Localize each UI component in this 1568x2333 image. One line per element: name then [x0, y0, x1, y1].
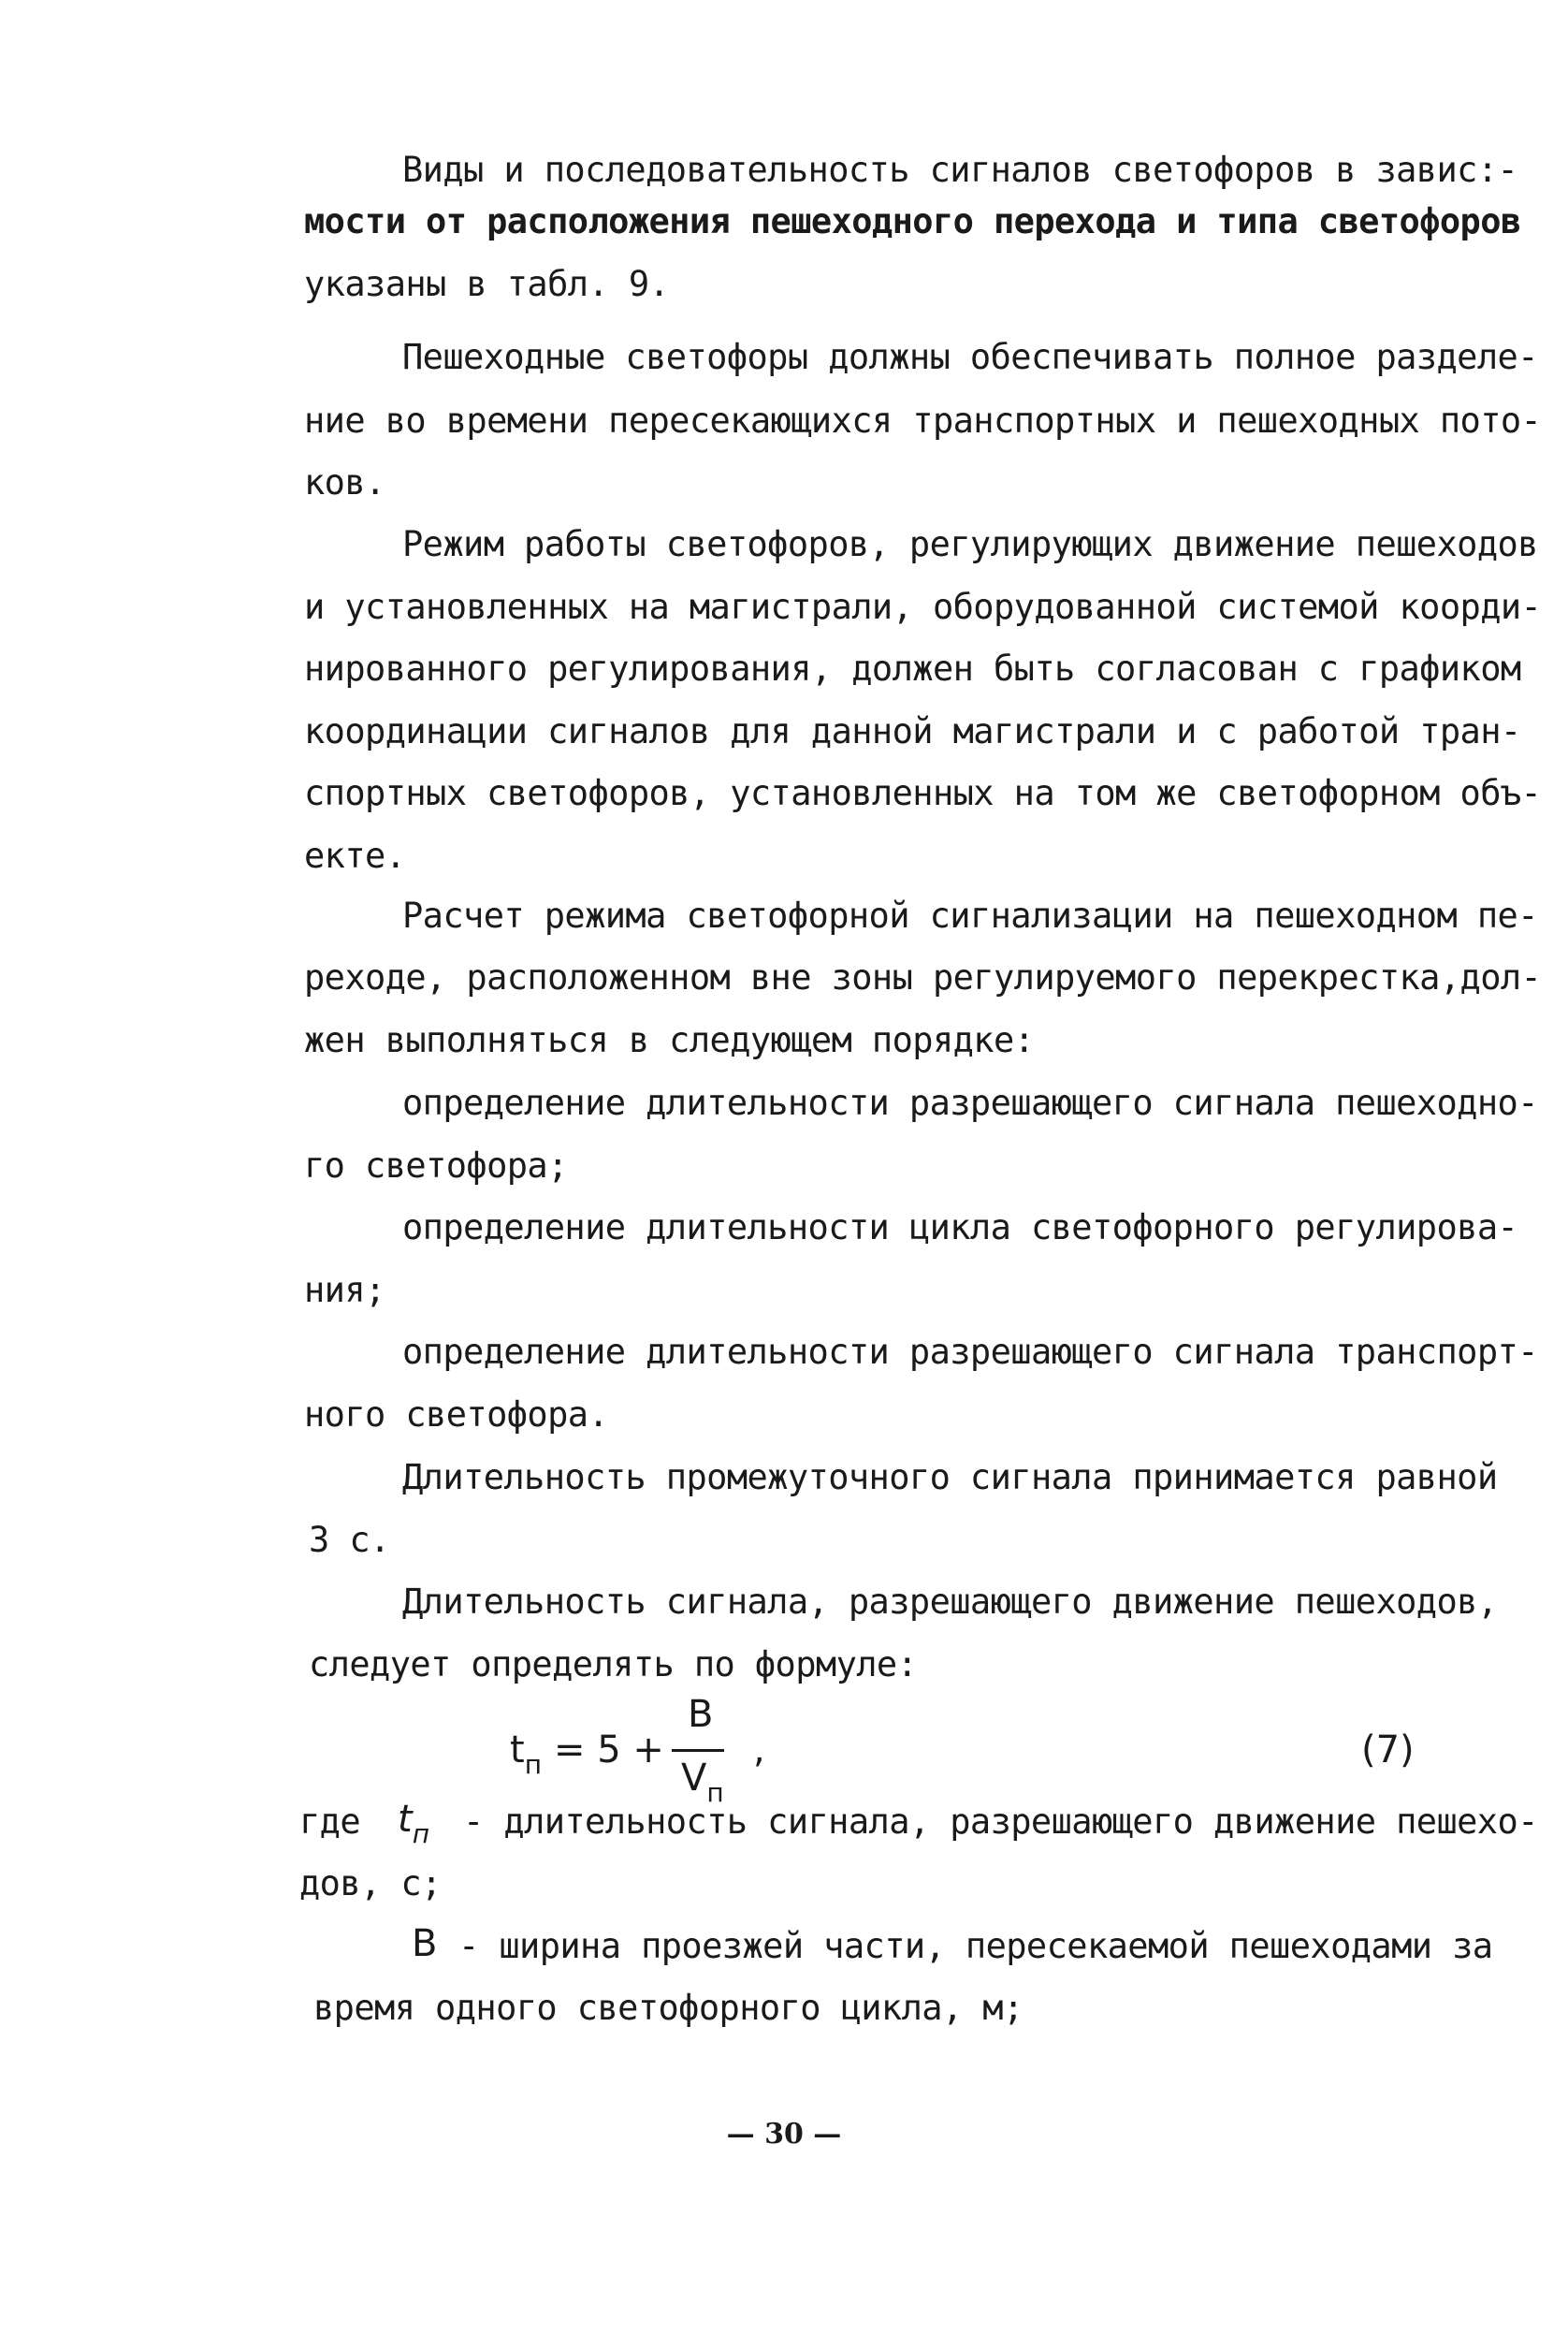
list-item: определение длительности разрешающего сигнала пешеходно- — [402, 1083, 1538, 1123]
formula-denominator: $V_п$ — [681, 1757, 724, 1808]
text-line: - ширина проезжей части, пересекаемой пешеходами за — [458, 1926, 1493, 1966]
fraction-bar — [672, 1749, 724, 1752]
formula-rhs-prefix: = 5 + — [554, 1728, 664, 1772]
text-line: Длительность сигнала, разрешающего движение пешеходов, — [402, 1582, 1498, 1622]
list-item: го светофора; — [304, 1145, 568, 1186]
text-line: Пешеходные светофоры должны обеспечивать полное разделе- — [402, 337, 1538, 377]
text-line: ние во времени пересекающихся транспортных и пешеходных пото- — [304, 401, 1542, 441]
text-line: и установленных на магистрали, оборудованной системой коорди- — [304, 587, 1542, 627]
formula-lhs: $t_п$ — [510, 1728, 542, 1780]
formula-numerator: B — [688, 1693, 714, 1736]
list-item: определение длительности цикла светофорного регулирова- — [402, 1207, 1518, 1247]
text-line: время одного светофорного цикла, м; — [313, 1988, 1024, 2028]
text-line: нированного регулирования, должен быть согласован с графиком — [304, 649, 1521, 689]
text-line: жен выполняться в следующем порядке: — [304, 1020, 1035, 1060]
list-item: ного светофора. — [304, 1394, 609, 1435]
text-line: ков. — [304, 462, 385, 503]
text-line: следует определять по формуле: — [309, 1644, 918, 1684]
text-line: 3 с. — [309, 1520, 390, 1560]
text-line: Длительность промежуточного сигнала принимается равной — [402, 1457, 1498, 1497]
text-line: спортных светофоров, установленных на том же светофорном объ- — [304, 773, 1542, 813]
page-number: — 30 — — [726, 2118, 842, 2151]
text-line: Расчет режима светофорной сигнализации на пешеходном пе- — [402, 896, 1538, 936]
legend-where: где — [299, 1801, 361, 1842]
list-item: ния; — [304, 1270, 385, 1310]
formula-number: (7) — [1361, 1728, 1415, 1772]
text-line: указаны в табл. 9. — [304, 264, 670, 304]
text-line: мости от расположения пешеходного перехода и типа светофоров — [304, 201, 1521, 241]
text-line: Режим работы светофоров, регулирующих движение пешеходов — [402, 524, 1538, 564]
legend-b-symbol: B — [412, 1922, 438, 1965]
formula-trailer: , — [753, 1728, 765, 1772]
legend-t-symbol: $t_п$ — [398, 1798, 429, 1849]
text-line: дов, с; — [299, 1863, 442, 1903]
text-line: - длительность сигнала, разрешающего движение пешехо- — [463, 1801, 1538, 1842]
text-line: реходе, расположенном вне зоны регулируемого перекрестка,дол- — [304, 957, 1542, 998]
text-line: екте. — [304, 836, 406, 876]
list-item: определение длительности разрешающего сигнала транспорт- — [402, 1332, 1538, 1372]
text-line: Виды и последовательность сигналов светофоров в завис:- — [402, 150, 1518, 190]
text-line: координации сигналов для данной магистрали и с работой тран- — [304, 711, 1521, 751]
